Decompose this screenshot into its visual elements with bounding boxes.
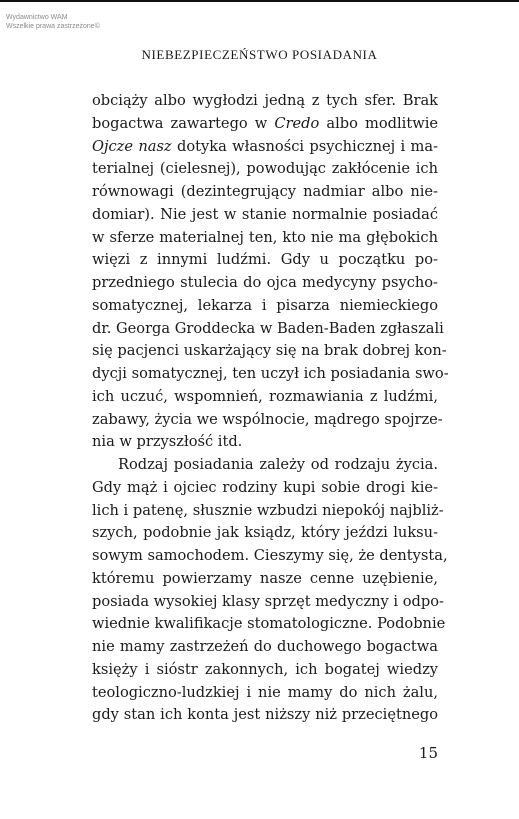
- text-line: przedniego stulecia do ojca medycyny psycho-: [92, 274, 438, 291]
- text-line: więzi z innymi ludźmi. Gdy u początku po-: [92, 251, 438, 269]
- text-line: w sferze materialnej ten, kto nie ma głębokich: [92, 228, 438, 246]
- text-line: lich i patenę, słusznie wzbudzi niepokój najbliż-: [92, 501, 444, 519]
- text-line: obciąży albo wygłodzi jedną z tych sfer. Brak: [92, 92, 438, 109]
- italic-term: Credo: [274, 114, 320, 132]
- text-line: nie mamy zastrzeżeń do duchowego bogactwa: [92, 638, 438, 655]
- text-line: się pacjenci uskarżający się na brak dobrej kon-: [92, 342, 447, 360]
- page-number: 15: [418, 744, 438, 762]
- text-line: księży i sióstr zakonnych, ich bogatej wiedzy: [92, 660, 438, 678]
- text-line: zabawy, życia we wspólnocie, mądrego spojrze-: [92, 410, 443, 428]
- text-line: terialnej (cielesnej), powodując zakłócenie ich: [92, 160, 438, 178]
- top-rule: [0, 0, 519, 2]
- text-line: Rodzaj posiadania zależy od rodzaju życia.: [118, 456, 438, 473]
- text-line: somatycznej, lekarza i pisarza niemieckiego: [92, 296, 438, 314]
- text-line: teologiczno-ludzkiej i nie mamy do nich żalu,: [92, 683, 438, 701]
- text-line: gdy stan ich konta jest niższy niż przeciętnego: [92, 706, 438, 724]
- text-line: posiada wysokiej klasy sprzęt medyczny i odpo-: [92, 592, 444, 610]
- body-text: [92, 90, 449, 727]
- text-line: dycji somatycznej, ten uczył ich posiadania swo-: [92, 365, 449, 382]
- text-line: równowagi (dezintegrujący nadmiar albo nie-: [92, 183, 438, 200]
- text-line: dr. Georga Groddecka w Baden-Baden zgłaszali: [92, 319, 444, 337]
- copyright-notice: Wszelkie prawa zastrzeżone©: [6, 23, 100, 30]
- text-line: bogactwa zawartego w Credo albo modlitwie: [92, 114, 438, 132]
- running-head: NIEBEZPIECZEŃSTWO POSIADANIA: [141, 47, 378, 62]
- text-line: domiar). Nie jest w stanie normalnie posiadać: [92, 205, 438, 223]
- text-line: nia w przyszłość itd.: [92, 433, 243, 451]
- text-line: Gdy mąż i ojciec rodziny kupi sobie drogi kie-: [92, 478, 438, 496]
- publisher-notice: [6, 13, 100, 31]
- italic-term: Ojcze nasz: [92, 137, 172, 155]
- text-line: szych, podobnie jak ksiądz, który jeździ luksu-: [92, 524, 438, 542]
- text-line: któremu powierzamy nasze cenne uzębienie,: [92, 569, 438, 587]
- text-line: Ojcze nasz dotyka własności psychicznej i ma-: [92, 137, 438, 155]
- text-line: wiednie kwalifikacje stomatologiczne. Podobnie: [92, 615, 446, 633]
- text-line: ich uczuć, wspomnień, rozmawiania z ludźmi,: [92, 387, 438, 405]
- publisher-name: Wydawnictwo WAM: [6, 14, 68, 21]
- text-line: sowym samochodem. Cieszymy się, że dentysta,: [92, 547, 448, 564]
